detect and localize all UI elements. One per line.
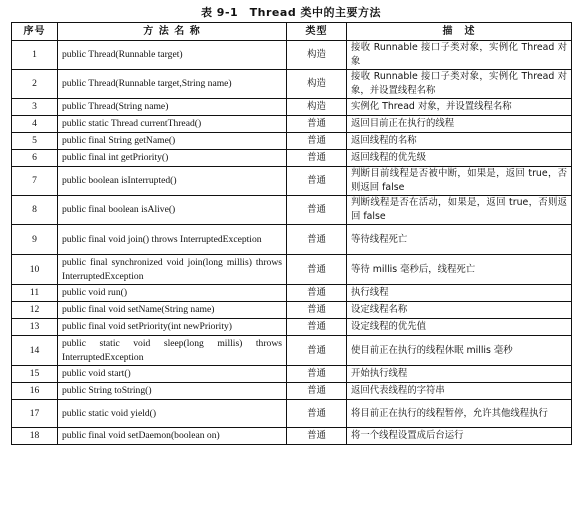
method-type: 构造: [287, 99, 347, 116]
method-description: 返回代表线程的字符串: [347, 383, 572, 400]
method-name: public void run(): [58, 285, 287, 302]
row-number: 2: [12, 70, 58, 99]
method-name: public String toString(): [58, 383, 287, 400]
method-description: 返回线程的名称: [347, 133, 572, 150]
method-type: 普通: [287, 255, 347, 285]
row-number: 18: [12, 428, 58, 445]
method-description: 将目前正在执行的线程暂停，允许其他线程执行: [347, 400, 572, 428]
method-type: 普通: [287, 400, 347, 428]
row-number: 8: [12, 196, 58, 225]
header-number: 序号: [12, 23, 58, 41]
method-name: public final int getPriority(): [58, 150, 287, 167]
method-description: 判断目前线程是否被中断，如果是，返回 true，否则返回 false: [347, 167, 572, 196]
table-row: [12, 41, 572, 70]
row-number: 17: [12, 400, 58, 428]
row-number: 6: [12, 150, 58, 167]
row-number: 14: [12, 336, 58, 366]
method-name: public final void setDaemon(boolean on): [58, 428, 287, 445]
table-row: [12, 196, 572, 225]
header-type: 类型: [287, 23, 347, 41]
method-type: 普通: [287, 428, 347, 445]
row-number: 1: [12, 41, 58, 70]
table-row: [12, 255, 572, 285]
method-description: 开始执行线程: [347, 366, 572, 383]
method-description: 等待 millis 毫秒后，线程死亡: [347, 255, 572, 285]
method-name: public Thread(Runnable target): [58, 41, 287, 70]
table-caption: 表 9-1 Thread 类中的主要方法: [200, 6, 382, 19]
method-name: public final void setPriority(int newPriority): [58, 319, 287, 336]
row-number: 15: [12, 366, 58, 383]
method-description: 设定线程名称: [347, 302, 572, 319]
row-number: 9: [12, 225, 58, 255]
table-row: [12, 366, 572, 383]
table-row: [12, 150, 572, 167]
table-row: [12, 319, 572, 336]
method-type: 普通: [287, 196, 347, 225]
method-name: public static void sleep(long millis) throws InterruptedException: [58, 336, 287, 366]
method-description: 设定线程的优先值: [347, 319, 572, 336]
method-name: public void start(): [58, 366, 287, 383]
method-type: 普通: [287, 116, 347, 133]
table-row: [12, 400, 572, 428]
method-description: 等待线程死亡: [347, 225, 572, 255]
method-name: public final String getName(): [58, 133, 287, 150]
method-name: public Thread(String name): [58, 99, 287, 116]
row-number: 12: [12, 302, 58, 319]
method-type: 普通: [287, 366, 347, 383]
method-name: public static void yield(): [58, 400, 287, 428]
method-type: 构造: [287, 41, 347, 70]
row-number: 5: [12, 133, 58, 150]
table-row: [12, 383, 572, 400]
table-row: [12, 225, 572, 255]
method-name: public final boolean isAlive(): [58, 196, 287, 225]
method-type: 普通: [287, 302, 347, 319]
method-type: 普通: [287, 319, 347, 336]
row-number: 16: [12, 383, 58, 400]
table-row: [12, 99, 572, 116]
method-description: 将一个线程设置成后台运行: [347, 428, 572, 445]
method-description: 返回线程的优先级: [347, 150, 572, 167]
method-description: 接收 Runnable 接口子类对象，实例化 Thread 对象: [347, 41, 572, 70]
table-row: [12, 133, 572, 150]
method-type: 普通: [287, 167, 347, 196]
method-description: 判断线程是否在活动，如果是，返回 true，否则返回 false: [347, 196, 572, 225]
method-type: 普通: [287, 285, 347, 302]
method-type: 构造: [287, 70, 347, 99]
method-description: 实例化 Thread 对象，并设置线程名称: [347, 99, 572, 116]
method-name: public static Thread currentThread(): [58, 116, 287, 133]
method-type: 普通: [287, 336, 347, 366]
table-row: [12, 116, 572, 133]
table-row: [12, 302, 572, 319]
table-row: [12, 70, 572, 99]
method-type: 普通: [287, 133, 347, 150]
method-description: 接收 Runnable 接口子类对象，实例化 Thread 对象，并设置线程名称: [347, 70, 572, 99]
method-name: public final synchronized void join(long millis) throws InterruptedException: [58, 255, 287, 285]
row-number: 10: [12, 255, 58, 285]
header-description: 描 述: [347, 23, 572, 41]
table-row: [12, 167, 572, 196]
row-number: 3: [12, 99, 58, 116]
header-method-name: 方 法 名 称: [58, 23, 287, 41]
table-header-row: [12, 23, 572, 41]
row-number: 4: [12, 116, 58, 133]
method-name: public final void join() throws InterruptedException: [58, 225, 287, 255]
thread-methods-table: [11, 22, 572, 445]
method-name: public final void setName(String name): [58, 302, 287, 319]
method-type: 普通: [287, 150, 347, 167]
table-row: [12, 285, 572, 302]
table-row: [12, 336, 572, 366]
row-number: 7: [12, 167, 58, 196]
row-number: 11: [12, 285, 58, 302]
method-description: 使目前正在执行的线程休眠 millis 毫秒: [347, 336, 572, 366]
method-description: 返回目前正在执行的线程: [347, 116, 572, 133]
method-name: public Thread(Runnable target,String name): [58, 70, 287, 99]
table-row: [12, 428, 572, 445]
method-type: 普通: [287, 383, 347, 400]
method-name: public boolean isInterrupted(): [58, 167, 287, 196]
row-number: 13: [12, 319, 58, 336]
method-type: 普通: [287, 225, 347, 255]
method-description: 执行线程: [347, 285, 572, 302]
